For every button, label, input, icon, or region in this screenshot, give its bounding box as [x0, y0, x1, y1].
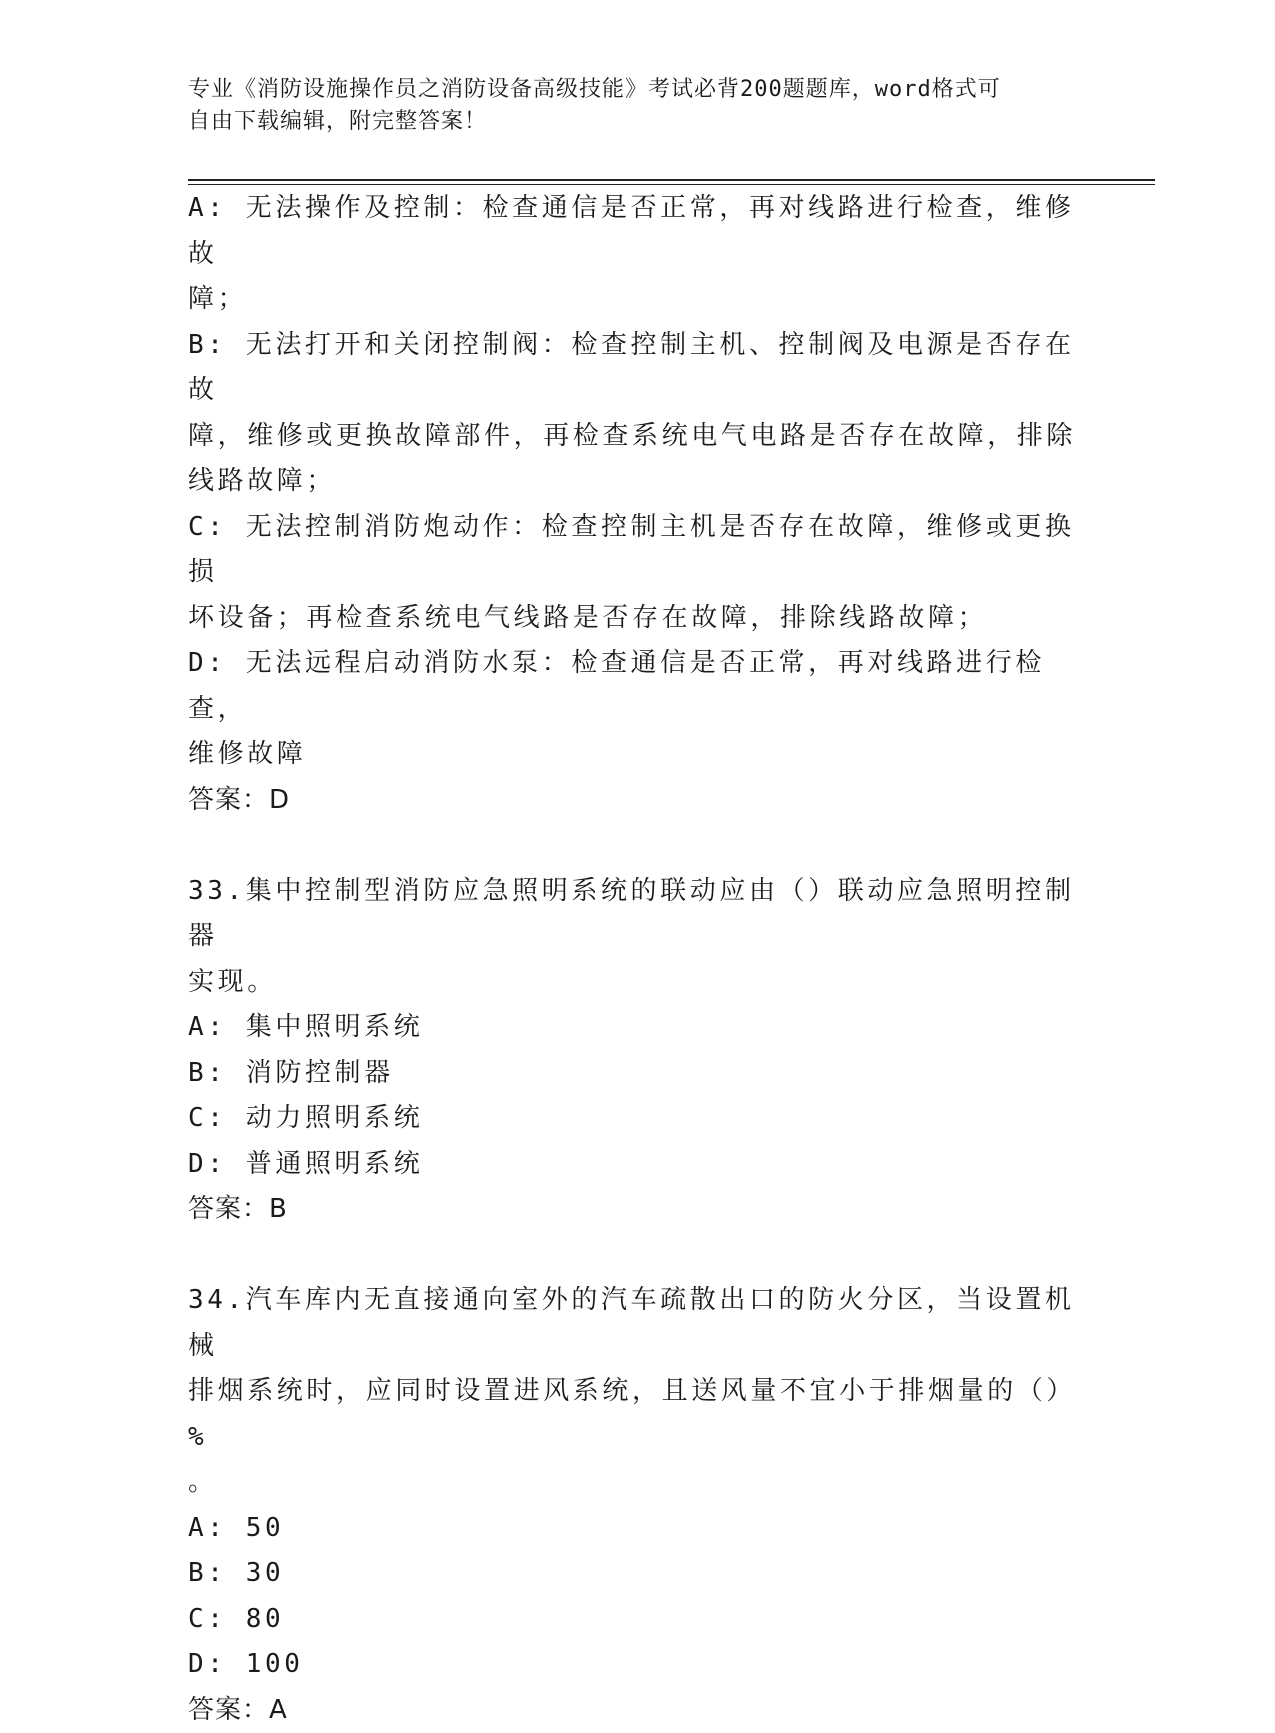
question-stem-cont: 。 [188, 1460, 1078, 1506]
document-header [188, 74, 1068, 138]
header-line: 专业《消防设施操作员之消防设备高级技能》考试必背200题题库，word格式可 [188, 74, 1068, 106]
question-33 [188, 869, 1078, 1233]
header-divider [188, 179, 1155, 181]
option-d: D: 普通照明系统 [188, 1142, 1078, 1188]
option-c: C: 80 [188, 1597, 1078, 1643]
option-b-cont: 障，维修或更换故障部件，再检查系统电气电路是否存在故障，排除 [188, 414, 1078, 460]
option-b-cont: 线路故障； [188, 459, 1078, 505]
option-a: A: 无法操作及控制：检查通信是否正常，再对线路进行检查，维修故 [188, 186, 1078, 277]
answer: 答案：B [188, 1187, 1078, 1233]
question-32-options [188, 186, 1078, 823]
question-stem-cont: 实现。 [188, 960, 1078, 1006]
option-a: A: 50 [188, 1506, 1078, 1552]
question-stem: 34.汽车库内无直接通向室外的汽车疏散出口的防火分区，当设置机械 [188, 1278, 1078, 1369]
question-stem: 33.集中控制型消防应急照明系统的联动应由（）联动应急照明控制器 [188, 869, 1078, 960]
option-c: C: 动力照明系统 [188, 1096, 1078, 1142]
spacer [188, 1233, 1078, 1279]
option-b: B: 消防控制器 [188, 1051, 1078, 1097]
option-b: B: 无法打开和关闭控制阀：检查控制主机、控制阀及电源是否存在故 [188, 323, 1078, 414]
option-c: C: 无法控制消防炮动作：检查控制主机是否存在故障，维修或更换损 [188, 505, 1078, 596]
option-a-cont: 障； [188, 277, 1078, 323]
option-c-cont: 坏设备；再检查系统电气线路是否存在故障，排除线路故障； [188, 596, 1078, 642]
header-line: 自由下载编辑，附完整答案！ [188, 106, 1068, 138]
option-d: D: 无法远程启动消防水泵：检查通信是否正常，再对线路进行检查， [188, 641, 1078, 732]
option-b: B: 30 [188, 1551, 1078, 1597]
spacer [188, 823, 1078, 869]
option-d-cont: 维修故障 [188, 732, 1078, 778]
answer: 答案：D [188, 778, 1078, 824]
answer: 答案：A [188, 1688, 1078, 1733]
option-a: A: 集中照明系统 [188, 1005, 1078, 1051]
question-content [188, 186, 1078, 1733]
header-divider-thin [188, 184, 1155, 185]
question-stem-cont: 排烟系统时，应同时设置进风系统，且送风量不宜小于排烟量的（）% [188, 1369, 1078, 1460]
option-d: D: 100 [188, 1642, 1078, 1688]
question-34 [188, 1278, 1078, 1733]
